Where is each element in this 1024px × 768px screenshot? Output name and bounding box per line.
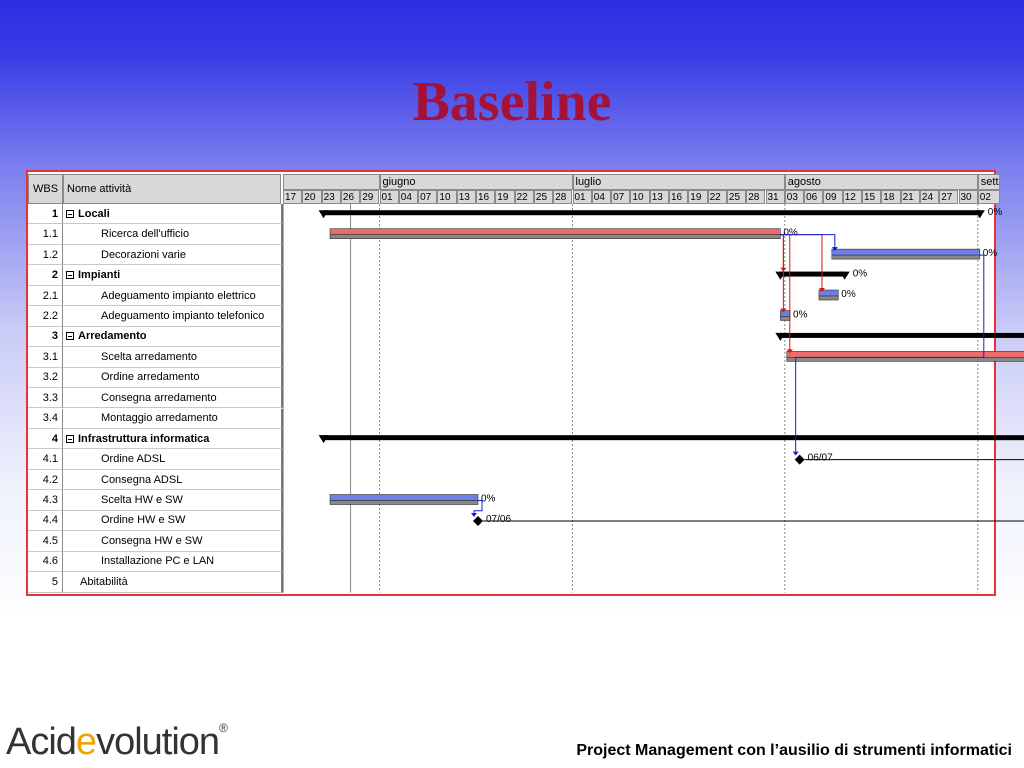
baseline-bar	[330, 501, 478, 505]
bar-label: 0%	[982, 248, 998, 260]
task-wbs[interactable]: 1	[28, 204, 63, 224]
dependency-link	[780, 235, 822, 289]
month-cell-luglio-label: luglio	[575, 176, 602, 188]
name-header-label: Nome attività	[67, 183, 132, 195]
day-cell-label: 27	[941, 191, 953, 203]
day-cell-label: 22	[709, 191, 721, 203]
baseline-bar	[819, 296, 838, 300]
baseline-bar	[330, 235, 780, 239]
task-bar	[330, 229, 780, 235]
month-cell-giugno-label: giugno	[382, 176, 416, 188]
baseline-bar	[780, 316, 790, 320]
summary-bar	[324, 435, 1024, 440]
day-cell-label: 28	[555, 191, 567, 203]
day-cell-label: 07	[613, 191, 625, 203]
bar-label: 0%	[481, 493, 496, 505]
day-cell-label: 29	[362, 191, 374, 203]
day-cell-label: 18	[883, 191, 895, 203]
task-wbs[interactable]: 4.6	[28, 552, 63, 572]
task-name: Arredamento	[78, 330, 147, 343]
day-cell-label: 25	[535, 191, 548, 203]
task-name: Installazione PC e LAN	[101, 555, 215, 568]
day-cell-label: 06	[806, 191, 818, 203]
task-name: Consegna ADSL	[101, 473, 183, 486]
day-cell-label: 02	[979, 191, 991, 203]
task-wbs[interactable]: 4.4	[28, 511, 63, 531]
day-cell-label: 19	[690, 191, 702, 203]
task-wbs[interactable]: 2.2	[28, 306, 63, 326]
bar-label: 06/07	[807, 452, 833, 464]
footer-caption: Project Management con l’ausilio di strumenti informatici	[576, 742, 1012, 759]
day-cell-label: 03	[786, 191, 798, 203]
task-wbs[interactable]: 4.5	[28, 531, 63, 551]
task-wbs[interactable]: 4	[28, 429, 63, 449]
task-name: Consegna arredamento	[101, 391, 217, 404]
bar-label: 07/06	[486, 513, 512, 525]
task-bar	[330, 495, 478, 501]
bar-label: 0%	[793, 309, 808, 321]
day-cell-label: 04	[593, 191, 605, 203]
day-cell-label: 24	[921, 191, 934, 203]
day-cell-label: 30	[960, 191, 972, 203]
gantt-bars-area	[28, 172, 1003, 594]
task-wbs[interactable]: 4.2	[28, 470, 63, 490]
task-bar	[832, 249, 980, 255]
task-wbs[interactable]: 3	[28, 327, 63, 347]
task-name: Adeguamento impianto elettrico	[101, 289, 256, 302]
task-name: Ordine HW e SW	[101, 514, 186, 527]
day-cell-label: 12	[844, 191, 856, 203]
dependency-arrowhead	[793, 452, 799, 456]
bar-label: 0%	[852, 268, 868, 280]
baseline-bar	[787, 357, 1024, 361]
task-name: Abitabilità	[80, 575, 128, 588]
day-cell-label: 23	[323, 191, 335, 203]
month-cell-sett-label: sett	[980, 176, 999, 188]
logo-text-e: e	[75, 721, 97, 763]
day-cell-label: 16	[671, 191, 683, 203]
task-wbs[interactable]: 3.2	[28, 368, 63, 388]
day-cell-label: 21	[902, 191, 914, 203]
day-cell-label: 13	[651, 191, 663, 203]
task-name: Ordine ADSL	[101, 453, 166, 466]
day-cell-label: 25	[728, 191, 741, 203]
baseline-bar	[832, 255, 980, 259]
task-wbs[interactable]: 3.3	[28, 388, 63, 408]
logo-text-2: volution	[96, 721, 220, 763]
task-wbs[interactable]: 1.2	[28, 245, 63, 265]
task-name: Ricerca dell'ufficio	[101, 228, 190, 241]
bar-label: 0%	[987, 207, 1003, 219]
task-name: Locali	[78, 207, 110, 220]
month-cell-agosto-label: agosto	[787, 176, 821, 188]
day-cell-label: 10	[632, 191, 644, 203]
acidevolution-logo	[6, 721, 227, 764]
task-wbs[interactable]: 3.1	[28, 347, 63, 367]
task-wbs[interactable]: 4.3	[28, 490, 63, 510]
bar-label: 0%	[841, 289, 856, 301]
day-cell-label: 07	[420, 191, 432, 203]
day-cell-label: 17	[285, 191, 297, 203]
summary-bar	[324, 210, 980, 215]
dependency-link	[483, 521, 1024, 534]
task-name: Infrastruttura informatica	[78, 432, 210, 445]
day-cell-label: 22	[516, 191, 528, 203]
day-cell-label: 20	[304, 191, 316, 203]
day-cell-label: 28	[748, 191, 760, 203]
task-name: Scelta arredamento	[101, 350, 197, 363]
task-wbs[interactable]: 4.1	[28, 449, 63, 469]
milestone-diamond	[473, 516, 483, 526]
logo-registered-mark: ®	[219, 721, 227, 735]
day-cell-label: 01	[574, 191, 586, 203]
task-wbs[interactable]: 2.1	[28, 286, 63, 306]
bar-label: 0%	[783, 227, 798, 239]
dependency-arrowhead	[471, 513, 477, 517]
task-name: Montaggio arredamento	[101, 412, 218, 425]
task-wbs[interactable]: 2	[28, 265, 63, 285]
summary-bar	[780, 333, 1024, 338]
day-cell-label: 09	[825, 191, 837, 203]
task-bar	[787, 351, 1024, 357]
day-cell-label: 15	[864, 191, 876, 203]
day-cell-label: 31	[767, 191, 779, 203]
task-wbs[interactable]: 5	[28, 572, 63, 592]
gantt-chart	[26, 170, 1003, 596]
day-cell-label: 10	[439, 191, 451, 203]
day-cell-label: 16	[478, 191, 490, 203]
logo-text-1: Acid	[6, 721, 76, 763]
task-name: Impianti	[78, 269, 121, 282]
day-cell-label: 13	[458, 191, 470, 203]
task-name: Ordine arredamento	[101, 371, 200, 384]
task-bar	[780, 310, 790, 316]
dependency-link	[805, 460, 1024, 473]
task-wbs[interactable]: 3.4	[28, 409, 63, 429]
task-name: Decorazioni varie	[101, 248, 186, 261]
day-cell-label: 26	[342, 191, 355, 203]
task-name: Scelta HW e SW	[101, 494, 183, 507]
day-cell-label: 01	[381, 191, 393, 203]
task-name: Consegna HW e SW	[101, 534, 203, 547]
wbs-header-label: WBS	[32, 183, 59, 195]
slide-title: Baseline	[412, 71, 612, 133]
day-cell-label: 19	[497, 191, 509, 203]
task-wbs[interactable]: 1.1	[28, 224, 63, 244]
day-cell-label: 04	[400, 191, 412, 203]
milestone-diamond	[795, 455, 805, 465]
task-name: Adeguamento impianto telefonico	[101, 309, 265, 322]
